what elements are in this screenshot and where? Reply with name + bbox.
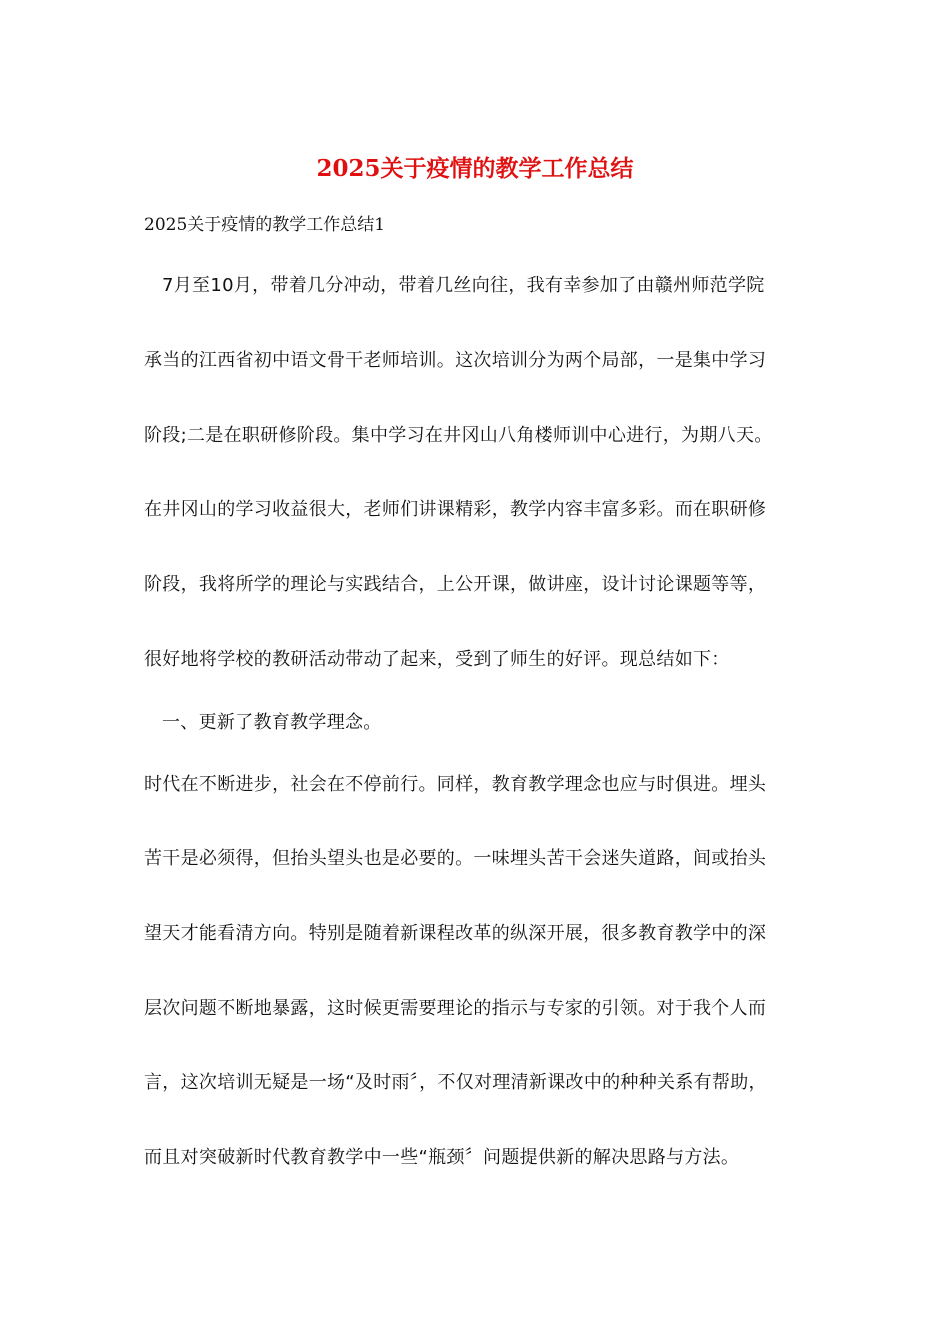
paragraph2-line: 言，这次培训无疑是一场“及时雨〞，不仅对理清新课改中的种种关系有帮助，: [144, 1072, 767, 1093]
section-subtitle: 2025关于疫情的教学工作总结1: [144, 215, 386, 235]
paragraph1-line: 阶段，我将所学的理论与实践结合，上公开课，做讲座，设计讨论课题等等，: [144, 574, 767, 595]
paragraph1-line: 7月至10月，带着几分冲动，带着几丝向往，我有幸参加了由赣州师范学院: [162, 275, 765, 296]
paragraph2-line: 层次问题不断地暴露，这时候更需要理论的指示与专家的引领。对于我个人而: [144, 998, 767, 1019]
document-title: 2025关于疫情的教学工作总结: [316, 155, 634, 182]
paragraph2-line: 苦干是必须得，但抬头望头也是必要的。一味埋头苦干会迷失道路，间或抬头: [144, 848, 767, 869]
paragraph2-line: 而且对突破新时代教育教学中一些“瓶颈〞问题提供新的解决思路与方法。: [144, 1147, 740, 1168]
paragraph1-line: 在井冈山的学习收益很大，老师们讲课精彩，教学内容丰富多彩。而在职研修: [144, 499, 767, 520]
paragraph2-line: 时代在不断进步，社会在不停前行。同样，教育教学理念也应与时俱进。埋头: [144, 774, 767, 795]
paragraph1-line: 阶段;二是在职研修阶段。集中学习在井冈山八角楼师训中心进行，为期八天。: [144, 425, 773, 446]
paragraph2-line: 望天才能看清方向。特别是随着新课程改革的纵深开展，很多教育教学中的深: [144, 923, 767, 944]
section1-heading: 一、更新了教育教学理念。: [162, 712, 382, 733]
paragraph1-line: 承当的江西省初中语文骨干老师培训。这次培训分为两个局部，一是集中学习: [144, 350, 767, 371]
paragraph1-line: 很好地将学校的教研活动带动了起来，受到了师生的好评。现总结如下：: [144, 649, 730, 670]
